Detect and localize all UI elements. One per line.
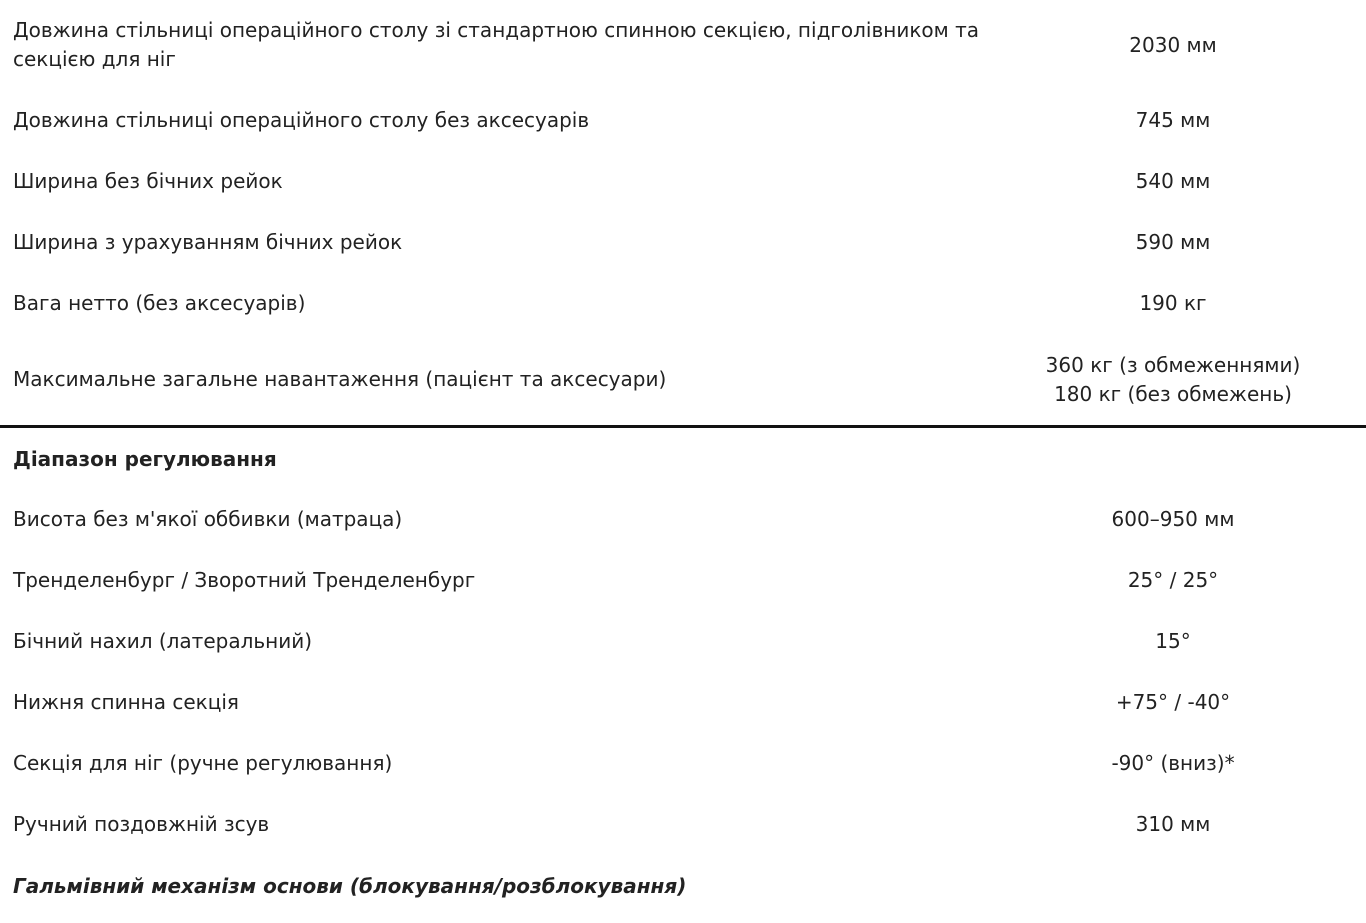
spec-row-leg-section	[0, 733, 1366, 794]
spec-label: Нижня спинна секція	[13, 690, 239, 714]
spec-label: Довжина стільниці операційного столу без аксесуарів	[13, 108, 590, 132]
spec-value-line: 190 кг	[1139, 291, 1207, 315]
section-title-brake-mechanism: Гальмівний механізм основи (блокування/розблокування)	[13, 873, 687, 898]
spec-value: 25° / 25°	[1127, 568, 1219, 592]
spec-row-lateral-tilt	[0, 611, 1366, 672]
spec-row-max-load	[0, 334, 1366, 425]
spec-label: Максимальне загальне навантаження (пацієнт та аксесуари)	[13, 367, 667, 391]
spec-value	[980, 289, 1366, 318]
spec-label: Довжина стільниці операційного столу зі стандартною спинною секцією, підголівником та секцією для ніг	[13, 18, 980, 71]
spec-value: 600–950 мм	[1111, 507, 1235, 531]
spec-label: Ширина без бічних рейок	[13, 169, 283, 193]
spec-value: -90° (вниз)*	[1111, 751, 1235, 775]
spec-value	[980, 106, 1366, 135]
spec-row-net-weight	[0, 273, 1366, 334]
spec-value-line: 180 кг (без обмежень)	[1054, 381, 1292, 406]
spec-row-table-length-full	[0, 0, 1366, 90]
spec-row-table-length-bare	[0, 90, 1366, 151]
spec-row-width-with-rails	[0, 212, 1366, 273]
spec-label: Тренделенбург / Зворотний Тренделенбург	[13, 568, 476, 592]
spec-value: 15°	[1155, 629, 1191, 653]
spec-row-trendelenburg	[0, 550, 1366, 611]
spec-value-line: 540 мм	[1135, 169, 1211, 193]
spec-label: Ширина з урахуванням бічних рейок	[13, 230, 403, 254]
spec-label: Висота без м'якої оббивки (матраца)	[13, 507, 403, 531]
spec-value: 310 мм	[1135, 812, 1211, 836]
spec-value: +75° / -40°	[1115, 690, 1231, 714]
spec-row-width-no-rails	[0, 151, 1366, 212]
spec-row-lower-back-section	[0, 672, 1366, 733]
spec-value	[980, 31, 1366, 60]
spec-label: Бічний нахил (латеральний)	[13, 629, 313, 653]
spec-row-height	[0, 489, 1366, 550]
spec-value-line: 590 мм	[1135, 230, 1211, 254]
spec-value	[980, 228, 1366, 257]
spec-label: Секція для ніг (ручне регулювання)	[13, 751, 393, 775]
spec-value-line: 360 кг (з обмеженнями)	[1045, 352, 1301, 377]
spec-value-line: 2030 мм	[1129, 32, 1217, 57]
spec-value	[980, 167, 1366, 196]
spec-value	[980, 351, 1366, 409]
section-title-adjustment-range: Діапазон регулювання	[13, 446, 277, 471]
spec-row-longitudinal-shift	[0, 794, 1366, 855]
spec-value-line: 745 мм	[1135, 108, 1211, 132]
spec-label: Ручний поздовжній зсув	[13, 812, 270, 836]
spec-label: Вага нетто (без аксесуарів)	[13, 291, 306, 315]
